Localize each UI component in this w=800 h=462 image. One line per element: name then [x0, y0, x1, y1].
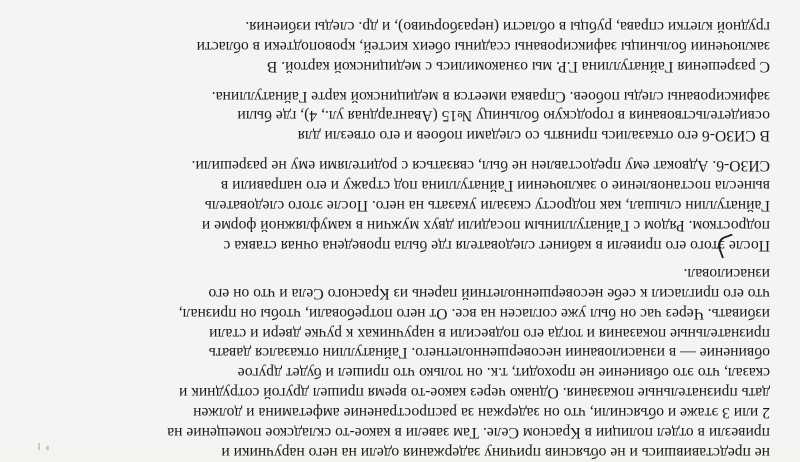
text-line: избивать. Через час он был уже согласен на все. От него потребовали, чтобы он признал, — [178, 304, 770, 322]
paragraph-spacer — [28, 76, 770, 86]
text-line: привезли в отдел полиции в Красном Селе. Там завели в какое-то складское помещение на — [167, 424, 770, 442]
text-line: сказал, что это обвинение не проходит, т.к. он только что пришел и будет другое — [237, 364, 770, 382]
document-text — [28, 16, 770, 462]
text-line: С разрешения Гайнатуллина Г.Р. мы ознакомились с медицинской картой. В — [266, 57, 770, 75]
text-line: подростком. Рядом с Гайнатуллиным посадили двух мужчин в камуфляжной форме и — [201, 217, 770, 235]
text-line: СИЗО-6. Адвокат ему предоставлен не был, связаться с родителями ему не разрешили. — [191, 157, 770, 175]
text-line: дать признательные показания. Однако через какое-то время пришел другой сотрудник и — [179, 384, 770, 402]
text-line: изнасиловал. — [683, 264, 770, 282]
text-line: освидетельствования в городскую больницу №15 (Авангардная ул., 4), где были — [237, 107, 770, 125]
paragraph-2 — [28, 155, 770, 255]
text-line: что его пригласил к себе несовершеннолетний парень из Красного Села и что он его — [208, 284, 770, 302]
text-line: 2 или 3 этаже и объяснили, что он задержан за распространение амфетамина и должен — [193, 404, 770, 422]
paragraph-spacer — [28, 145, 770, 155]
paragraph-4 — [28, 16, 770, 76]
paragraph-spacer — [28, 255, 770, 263]
text-line: вынесла постановление о заключении Гайнатуллина под стражу и его направили в — [220, 177, 770, 195]
text-line: не представившись и не объяснив причину задержания одели на него наручники и — [221, 444, 770, 461]
text-line: После этого его привели в кабинет следователя где была проведена очная ставка с — [223, 236, 770, 254]
text-line: обвинение — в изнасиловании несовершеннолетнего. Гайнатуллин отказался давать — [208, 344, 770, 362]
text-line: признательные показания и тогда его подвесили в наручниках к ручке двери и стали — [209, 324, 770, 342]
paragraph-1 — [28, 263, 770, 462]
text-line: Гайнатуллин слышал, как подросту сказали указать на него. После этого следователь — [204, 197, 770, 215]
text-line: В СИЗО-6 его отказались принять со следами побоев и его отвезли для — [297, 127, 770, 145]
text-line: грудной клетки справа, рубцы в области (неразборчиво), и др. следы избиения. — [245, 17, 770, 35]
text-line: заключении больницы зафиксированы ссадины обеих кистей, кровоподтеки в области — [196, 37, 770, 55]
text-line: зафиксированы следы побоев. Справка имеется в медицинской карте Гайнатуллина. — [211, 87, 770, 105]
paragraph-3 — [28, 86, 770, 146]
